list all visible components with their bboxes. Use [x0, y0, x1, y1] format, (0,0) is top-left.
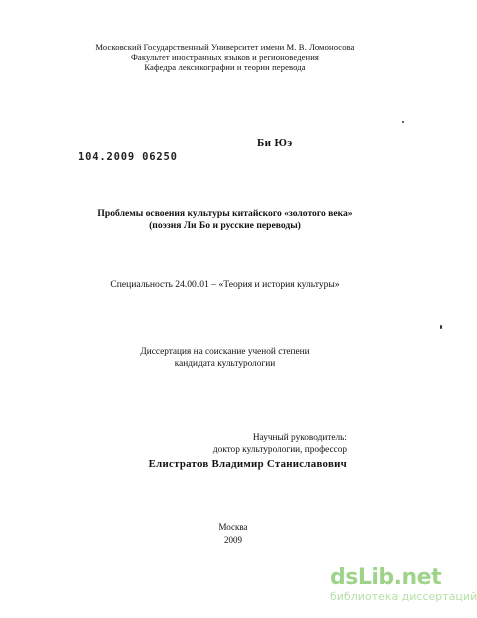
- watermark: [330, 565, 477, 603]
- archive-stamp: 104.2009 06250: [78, 151, 178, 163]
- dissertation-title: Проблемы освоения культуры китайского «золотого века»: [97, 208, 353, 219]
- year: 2009: [224, 535, 242, 545]
- author-name: Би Юэ: [257, 137, 293, 149]
- watermark-logo: dsLib.net: [330, 565, 442, 590]
- department-name: Кафедра лексикографии и теории перевода: [144, 62, 306, 72]
- city: Москва: [218, 522, 248, 532]
- scan-speck: [402, 121, 404, 123]
- dissertation-subtitle: (поэзия Ли Бо и русские переводы): [149, 220, 301, 231]
- faculty-name: Факультет иностранных языков и регионоведения: [131, 52, 319, 62]
- specialty-line: Специальность 24.00.01 – «Теория и история культуры»: [110, 279, 340, 290]
- watermark-subtitle: библиотека диссертаций: [330, 590, 477, 603]
- degree-statement: Диссертация на соискание ученой степени: [140, 347, 310, 357]
- supervisor-label: Научный руководитель:: [252, 433, 347, 443]
- institution-name: Московский Государственный Университет имени М. В. Ломоносова: [95, 42, 355, 52]
- scan-speck: [440, 325, 442, 329]
- supervisor-degree: доктор культурологии, профессор: [212, 445, 347, 455]
- degree-name: кандидата культурологии: [174, 359, 276, 369]
- supervisor-name: Елистратов Владимир Станиславович: [148, 458, 347, 470]
